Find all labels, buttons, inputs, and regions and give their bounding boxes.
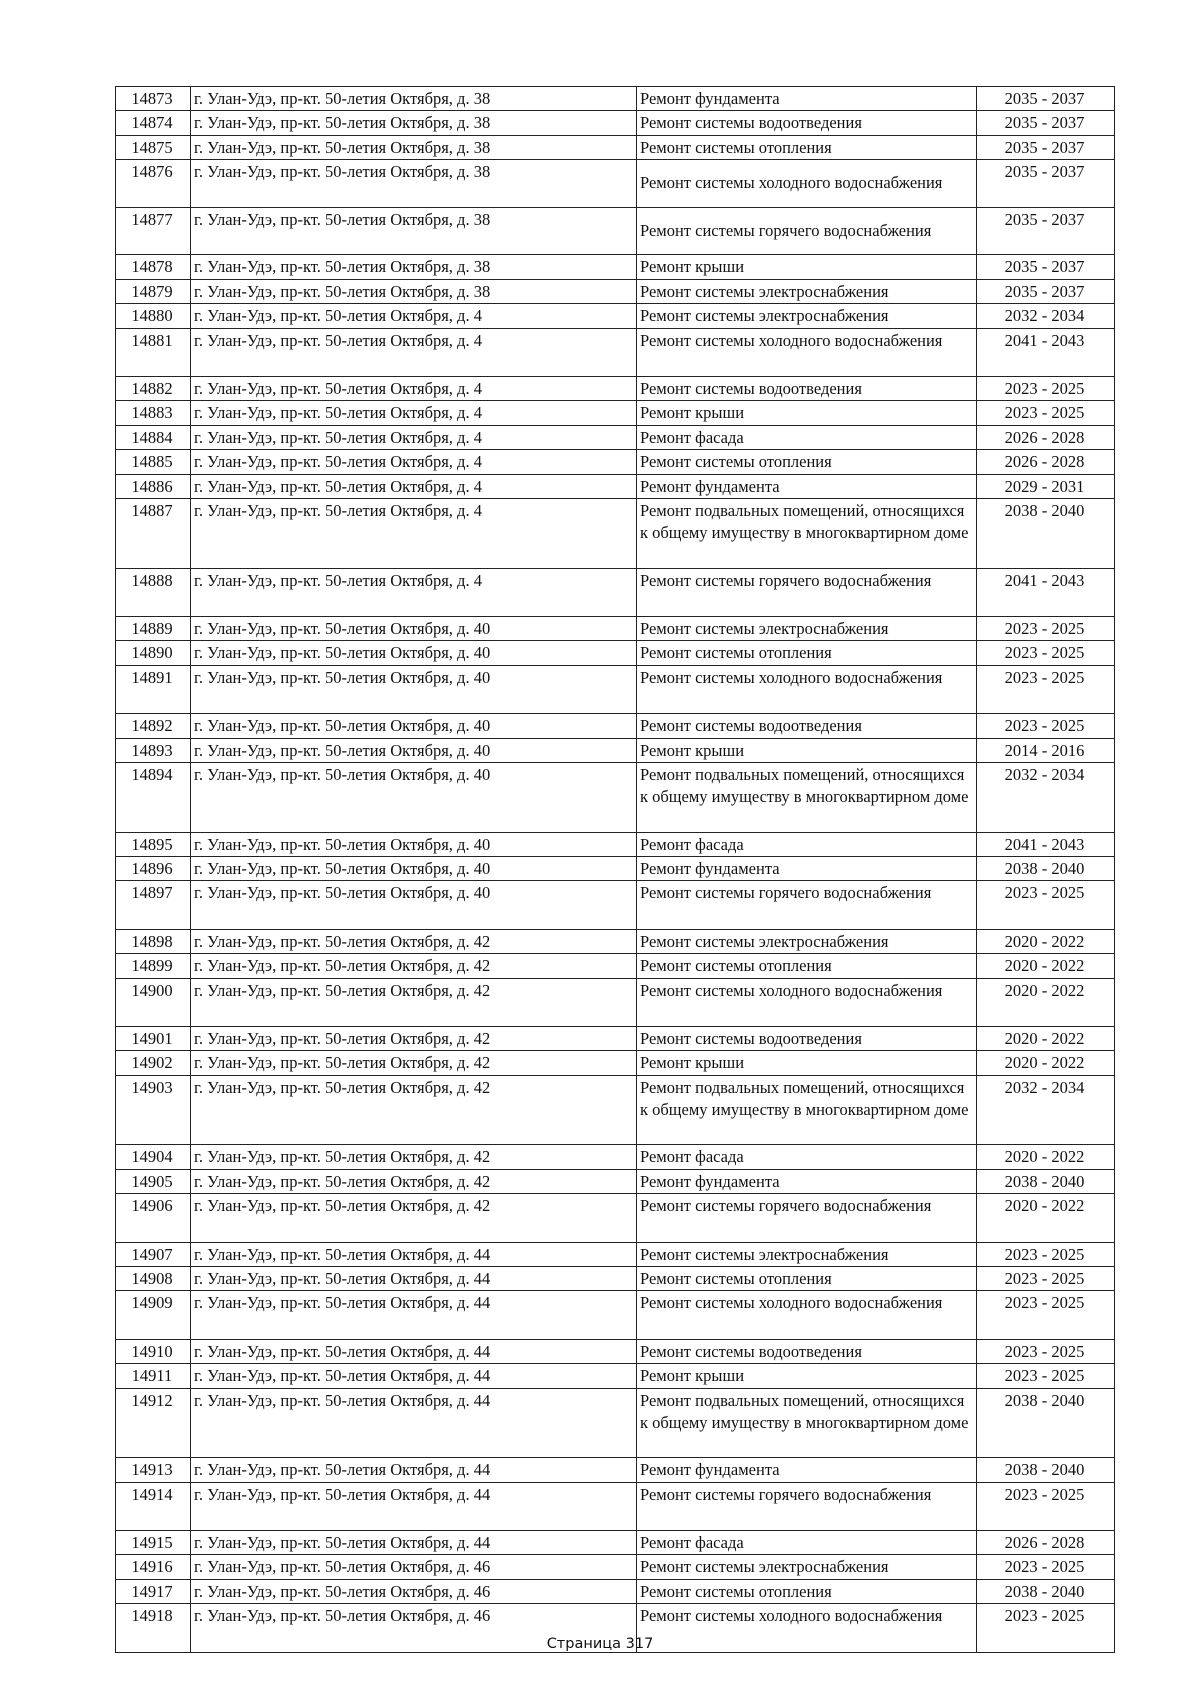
row-number-cell: 14889 — [116, 617, 191, 641]
period-cell: 2035 - 2037 — [977, 111, 1115, 135]
table-row — [116, 1364, 1115, 1388]
row-number-cell: 14912 — [116, 1388, 191, 1458]
period-cell: 2035 - 2037 — [977, 255, 1115, 279]
work-type-cell: Ремонт фасада — [637, 425, 977, 449]
period-cell: 2038 - 2040 — [977, 857, 1115, 881]
address-cell: г. Улан-Удэ, пр-кт. 50-летия Октября, д. 40 — [191, 857, 637, 881]
period-cell: 2026 - 2028 — [977, 450, 1115, 474]
period-cell: 2038 - 2040 — [977, 1458, 1115, 1482]
period-cell: 2020 - 2022 — [977, 1051, 1115, 1075]
work-type-cell: Ремонт системы холодного водоснабжения — [637, 160, 977, 208]
work-type-cell: Ремонт системы электроснабжения — [637, 304, 977, 328]
address-cell: г. Улан-Удэ, пр-кт. 50-летия Октября, д. 4 — [191, 328, 637, 376]
row-number-cell: 14877 — [116, 207, 191, 255]
period-cell: 2023 - 2025 — [977, 1339, 1115, 1363]
address-cell: г. Улан-Удэ, пр-кт. 50-летия Октября, д. 40 — [191, 881, 637, 929]
address-cell: г. Улан-Удэ, пр-кт. 50-летия Октября, д. 42 — [191, 978, 637, 1026]
address-cell: г. Улан-Удэ, пр-кт. 50-летия Октября, д. 40 — [191, 714, 637, 738]
row-number-cell: 14885 — [116, 450, 191, 474]
row-number-cell: 14873 — [116, 87, 191, 111]
work-type-cell: Ремонт подвальных помещений, относящихся к общему имуществу в многоквартирном доме — [637, 1388, 977, 1458]
work-type-cell: Ремонт системы отопления — [637, 1267, 977, 1291]
address-cell: г. Улан-Удэ, пр-кт. 50-летия Октября, д. 42 — [191, 929, 637, 953]
address-cell: г. Улан-Удэ, пр-кт. 50-летия Октября, д. 4 — [191, 474, 637, 498]
address-cell: г. Улан-Удэ, пр-кт. 50-летия Октября, д. 44 — [191, 1242, 637, 1266]
address-cell: г. Улан-Удэ, пр-кт. 50-летия Октября, д. 38 — [191, 87, 637, 111]
work-type-cell: Ремонт системы горячего водоснабжения — [637, 207, 977, 255]
work-type-cell: Ремонт системы холодного водоснабжения — [637, 978, 977, 1026]
work-type-cell: Ремонт системы водоотведения — [637, 377, 977, 401]
table-row — [116, 207, 1115, 255]
work-type-cell: Ремонт фасада — [637, 1145, 977, 1169]
work-type-cell: Ремонт системы электроснабжения — [637, 279, 977, 303]
period-cell: 2038 - 2040 — [977, 1169, 1115, 1193]
row-number-cell: 14907 — [116, 1242, 191, 1266]
period-cell: 2026 - 2028 — [977, 425, 1115, 449]
period-cell: 2035 - 2037 — [977, 279, 1115, 303]
period-cell: 2038 - 2040 — [977, 1579, 1115, 1603]
table-row — [116, 738, 1115, 762]
table-row — [116, 763, 1115, 833]
row-number-cell: 14903 — [116, 1075, 191, 1145]
work-type-cell: Ремонт крыши — [637, 1051, 977, 1075]
row-number-cell: 14913 — [116, 1458, 191, 1482]
table-row — [116, 1388, 1115, 1458]
work-type-cell: Ремонт фундамента — [637, 1458, 977, 1482]
work-type-cell: Ремонт крыши — [637, 738, 977, 762]
address-cell: г. Улан-Удэ, пр-кт. 50-летия Октября, д. 44 — [191, 1364, 637, 1388]
period-cell: 2023 - 2025 — [977, 714, 1115, 738]
address-cell: г. Улан-Удэ, пр-кт. 50-летия Октября, д. 42 — [191, 954, 637, 978]
address-cell: г. Улан-Удэ, пр-кт. 50-летия Октября, д. 42 — [191, 1051, 637, 1075]
table-row — [116, 1482, 1115, 1530]
row-number-cell: 14897 — [116, 881, 191, 929]
work-type-cell: Ремонт подвальных помещений, относящихся к общему имуществу в многоквартирном доме — [637, 763, 977, 833]
work-type-cell: Ремонт системы холодного водоснабжения — [637, 328, 977, 376]
work-type-cell: Ремонт системы водоотведения — [637, 1027, 977, 1051]
table-row — [116, 499, 1115, 569]
address-cell: г. Улан-Удэ, пр-кт. 50-летия Октября, д. 40 — [191, 665, 637, 713]
address-cell: г. Улан-Удэ, пр-кт. 50-летия Октября, д. 42 — [191, 1027, 637, 1051]
work-type-cell: Ремонт системы отопления — [637, 135, 977, 159]
work-type-cell: Ремонт системы холодного водоснабжения — [637, 665, 977, 713]
table-row — [116, 1169, 1115, 1193]
work-type-cell: Ремонт фундамента — [637, 1169, 977, 1193]
period-cell: 2032 - 2034 — [977, 1075, 1115, 1145]
work-type-cell: Ремонт фундамента — [637, 857, 977, 881]
table-row — [116, 401, 1115, 425]
work-type-cell: Ремонт фундамента — [637, 474, 977, 498]
address-cell: г. Улан-Удэ, пр-кт. 50-летия Октября, д. 46 — [191, 1579, 637, 1603]
row-number-cell: 14911 — [116, 1364, 191, 1388]
table-row — [116, 304, 1115, 328]
row-number-cell: 14890 — [116, 641, 191, 665]
row-number-cell: 14908 — [116, 1267, 191, 1291]
address-cell: г. Улан-Удэ, пр-кт. 50-летия Октября, д. 4 — [191, 499, 637, 569]
work-type-cell: Ремонт системы электроснабжения — [637, 929, 977, 953]
table-row — [116, 1291, 1115, 1339]
work-type-cell: Ремонт системы водоотведения — [637, 1339, 977, 1363]
work-type-cell: Ремонт системы отопления — [637, 954, 977, 978]
work-type-cell: Ремонт системы водоотведения — [637, 111, 977, 135]
row-number-cell: 14917 — [116, 1579, 191, 1603]
address-cell: г. Улан-Удэ, пр-кт. 50-летия Октября, д. 38 — [191, 207, 637, 255]
address-cell: г. Улан-Удэ, пр-кт. 50-летия Октября, д. 4 — [191, 401, 637, 425]
row-number-cell: 14915 — [116, 1531, 191, 1555]
address-cell: г. Улан-Удэ, пр-кт. 50-летия Октября, д. 38 — [191, 111, 637, 135]
address-cell: г. Улан-Удэ, пр-кт. 50-летия Октября, д. 44 — [191, 1267, 637, 1291]
period-cell: 2035 - 2037 — [977, 207, 1115, 255]
period-cell: 2035 - 2037 — [977, 160, 1115, 208]
row-number-cell: 14874 — [116, 111, 191, 135]
table-row — [116, 1051, 1115, 1075]
address-cell: г. Улан-Удэ, пр-кт. 50-летия Октября, д. 46 — [191, 1604, 637, 1652]
table-row — [116, 1555, 1115, 1579]
table-row — [116, 450, 1115, 474]
work-type-cell: Ремонт системы горячего водоснабжения — [637, 568, 977, 616]
row-number-cell: 14887 — [116, 499, 191, 569]
period-cell: 2023 - 2025 — [977, 665, 1115, 713]
row-number-cell: 14896 — [116, 857, 191, 881]
address-cell: г. Улан-Удэ, пр-кт. 50-летия Октября, д. 42 — [191, 1194, 637, 1242]
address-cell: г. Улан-Удэ, пр-кт. 50-летия Октября, д. 40 — [191, 617, 637, 641]
row-number-cell: 14894 — [116, 763, 191, 833]
work-type-cell: Ремонт крыши — [637, 401, 977, 425]
work-type-cell: Ремонт системы отопления — [637, 641, 977, 665]
table-row — [116, 160, 1115, 208]
period-cell: 2023 - 2025 — [977, 881, 1115, 929]
row-number-cell: 14876 — [116, 160, 191, 208]
period-cell: 2029 - 2031 — [977, 474, 1115, 498]
table-row — [116, 568, 1115, 616]
period-cell: 2038 - 2040 — [977, 499, 1115, 569]
address-cell: г. Улан-Удэ, пр-кт. 50-летия Октября, д. 44 — [191, 1482, 637, 1530]
period-cell: 2020 - 2022 — [977, 1194, 1115, 1242]
address-cell: г. Улан-Удэ, пр-кт. 50-летия Октября, д. 40 — [191, 832, 637, 856]
work-type-cell: Ремонт фасада — [637, 832, 977, 856]
period-cell: 2032 - 2034 — [977, 304, 1115, 328]
table-row — [116, 474, 1115, 498]
period-cell: 2023 - 2025 — [977, 641, 1115, 665]
work-type-cell: Ремонт системы холодного водоснабжения — [637, 1291, 977, 1339]
table-row — [116, 857, 1115, 881]
work-type-cell: Ремонт подвальных помещений, относящихся к общему имуществу в многоквартирном доме — [637, 499, 977, 569]
address-cell: г. Улан-Удэ, пр-кт. 50-летия Октября, д. 46 — [191, 1555, 637, 1579]
address-cell: г. Улан-Удэ, пр-кт. 50-летия Октября, д. 42 — [191, 1145, 637, 1169]
address-cell: г. Улан-Удэ, пр-кт. 50-летия Октября, д. 44 — [191, 1458, 637, 1482]
work-type-cell: Ремонт подвальных помещений, относящихся к общему имуществу в многоквартирном доме — [637, 1075, 977, 1145]
table-row — [116, 87, 1115, 111]
period-cell: 2023 - 2025 — [977, 377, 1115, 401]
table-row — [116, 1458, 1115, 1482]
row-number-cell: 14891 — [116, 665, 191, 713]
row-number-cell: 14914 — [116, 1482, 191, 1530]
period-cell: 2014 - 2016 — [977, 738, 1115, 762]
page-number: Страница 317 — [546, 1636, 654, 1652]
table-row — [116, 1075, 1115, 1145]
row-number-cell: 14905 — [116, 1169, 191, 1193]
address-cell: г. Улан-Удэ, пр-кт. 50-летия Октября, д. 38 — [191, 255, 637, 279]
address-cell: г. Улан-Удэ, пр-кт. 50-летия Октября, д. 4 — [191, 304, 637, 328]
table-row — [116, 978, 1115, 1026]
period-cell: 2023 - 2025 — [977, 1482, 1115, 1530]
address-cell: г. Улан-Удэ, пр-кт. 50-летия Октября, д. 42 — [191, 1169, 637, 1193]
table-row — [116, 377, 1115, 401]
table-row — [116, 1027, 1115, 1051]
table-row — [116, 929, 1115, 953]
period-cell: 2020 - 2022 — [977, 954, 1115, 978]
row-number-cell: 14900 — [116, 978, 191, 1026]
row-number-cell: 14895 — [116, 832, 191, 856]
row-number-cell: 14916 — [116, 1555, 191, 1579]
work-type-cell: Ремонт системы водоотведения — [637, 714, 977, 738]
table-row — [116, 1242, 1115, 1266]
work-type-cell: Ремонт системы холодного водоснабжения — [637, 1604, 977, 1652]
period-cell: 2041 - 2043 — [977, 568, 1115, 616]
work-type-cell: Ремонт системы отопления — [637, 450, 977, 474]
work-type-cell: Ремонт крыши — [637, 255, 977, 279]
work-type-cell: Ремонт системы отопления — [637, 1579, 977, 1603]
address-cell: г. Улан-Удэ, пр-кт. 50-летия Октября, д. 42 — [191, 1075, 637, 1145]
row-number-cell: 14904 — [116, 1145, 191, 1169]
row-number-cell: 14878 — [116, 255, 191, 279]
row-number-cell: 14875 — [116, 135, 191, 159]
work-type-cell: Ремонт системы электроснабжения — [637, 1242, 977, 1266]
period-cell: 2020 - 2022 — [977, 978, 1115, 1026]
address-cell: г. Улан-Удэ, пр-кт. 50-летия Октября, д. 4 — [191, 568, 637, 616]
period-cell: 2023 - 2025 — [977, 617, 1115, 641]
table-body — [116, 87, 1115, 1653]
address-cell: г. Улан-Удэ, пр-кт. 50-летия Октября, д. 4 — [191, 450, 637, 474]
row-number-cell: 14880 — [116, 304, 191, 328]
period-cell: 2035 - 2037 — [977, 135, 1115, 159]
row-number-cell: 14909 — [116, 1291, 191, 1339]
table-row — [116, 832, 1115, 856]
period-cell: 2041 - 2043 — [977, 832, 1115, 856]
address-cell: г. Улан-Удэ, пр-кт. 50-летия Октября, д. 44 — [191, 1291, 637, 1339]
period-cell: 2023 - 2025 — [977, 1364, 1115, 1388]
table-row — [116, 255, 1115, 279]
table-row — [116, 1531, 1115, 1555]
table-row — [116, 1194, 1115, 1242]
table-row — [116, 328, 1115, 376]
address-cell: г. Улан-Удэ, пр-кт. 50-летия Октября, д. 40 — [191, 763, 637, 833]
work-type-cell: Ремонт системы электроснабжения — [637, 1555, 977, 1579]
table-row — [116, 954, 1115, 978]
period-cell: 2041 - 2043 — [977, 328, 1115, 376]
address-cell: г. Улан-Удэ, пр-кт. 50-летия Октября, д. 38 — [191, 279, 637, 303]
row-number-cell: 14898 — [116, 929, 191, 953]
work-type-cell: Ремонт системы электроснабжения — [637, 617, 977, 641]
address-cell: г. Улан-Удэ, пр-кт. 50-летия Октября, д. 4 — [191, 425, 637, 449]
work-type-cell: Ремонт фундамента — [637, 87, 977, 111]
address-cell: г. Улан-Удэ, пр-кт. 50-летия Октября, д. 44 — [191, 1531, 637, 1555]
address-cell: г. Улан-Удэ, пр-кт. 50-летия Октября, д. 44 — [191, 1388, 637, 1458]
row-number-cell: 14883 — [116, 401, 191, 425]
address-cell: г. Улан-Удэ, пр-кт. 50-летия Октября, д. 38 — [191, 135, 637, 159]
repair-schedule-table — [115, 86, 1115, 1653]
work-type-cell: Ремонт системы горячего водоснабжения — [637, 881, 977, 929]
address-cell: г. Улан-Удэ, пр-кт. 50-летия Октября, д. 38 — [191, 160, 637, 208]
period-cell: 2038 - 2040 — [977, 1388, 1115, 1458]
row-number-cell: 14881 — [116, 328, 191, 376]
table-row — [116, 1339, 1115, 1363]
period-cell: 2023 - 2025 — [977, 1555, 1115, 1579]
table-row — [116, 665, 1115, 713]
period-cell: 2020 - 2022 — [977, 1145, 1115, 1169]
row-number-cell: 14886 — [116, 474, 191, 498]
row-number-cell: 14899 — [116, 954, 191, 978]
row-number-cell: 14892 — [116, 714, 191, 738]
work-type-cell: Ремонт крыши — [637, 1364, 977, 1388]
period-cell: 2023 - 2025 — [977, 1291, 1115, 1339]
table-row — [116, 111, 1115, 135]
table-row — [116, 714, 1115, 738]
period-cell: 2020 - 2022 — [977, 1027, 1115, 1051]
address-cell: г. Улан-Удэ, пр-кт. 50-летия Октября, д. 4 — [191, 377, 637, 401]
table-row — [116, 425, 1115, 449]
row-number-cell: 14910 — [116, 1339, 191, 1363]
table-row — [116, 279, 1115, 303]
row-number-cell: 14906 — [116, 1194, 191, 1242]
period-cell: 2032 - 2034 — [977, 763, 1115, 833]
period-cell: 2023 - 2025 — [977, 1604, 1115, 1652]
work-type-cell: Ремонт фасада — [637, 1531, 977, 1555]
row-number-cell: 14879 — [116, 279, 191, 303]
row-number-cell: 14888 — [116, 568, 191, 616]
work-type-cell: Ремонт системы горячего водоснабжения — [637, 1194, 977, 1242]
period-cell: 2020 - 2022 — [977, 929, 1115, 953]
table-row — [116, 1145, 1115, 1169]
row-number-cell: 14884 — [116, 425, 191, 449]
table-row — [116, 1267, 1115, 1291]
table-row — [116, 641, 1115, 665]
address-cell: г. Улан-Удэ, пр-кт. 50-летия Октября, д. 44 — [191, 1339, 637, 1363]
period-cell: 2023 - 2025 — [977, 1267, 1115, 1291]
table-row — [116, 881, 1115, 929]
row-number-cell: 14902 — [116, 1051, 191, 1075]
work-type-cell: Ремонт системы горячего водоснабжения — [637, 1482, 977, 1530]
row-number-cell: 14882 — [116, 377, 191, 401]
table-row — [116, 617, 1115, 641]
period-cell: 2023 - 2025 — [977, 401, 1115, 425]
table-row — [116, 1579, 1115, 1603]
period-cell: 2026 - 2028 — [977, 1531, 1115, 1555]
address-cell: г. Улан-Удэ, пр-кт. 50-летия Октября, д. 40 — [191, 641, 637, 665]
row-number-cell: 14893 — [116, 738, 191, 762]
table-row — [116, 135, 1115, 159]
period-cell: 2035 - 2037 — [977, 87, 1115, 111]
period-cell: 2023 - 2025 — [977, 1242, 1115, 1266]
address-cell: г. Улан-Удэ, пр-кт. 50-летия Октября, д. 40 — [191, 738, 637, 762]
row-number-cell: 14918 — [116, 1604, 191, 1652]
row-number-cell: 14901 — [116, 1027, 191, 1051]
